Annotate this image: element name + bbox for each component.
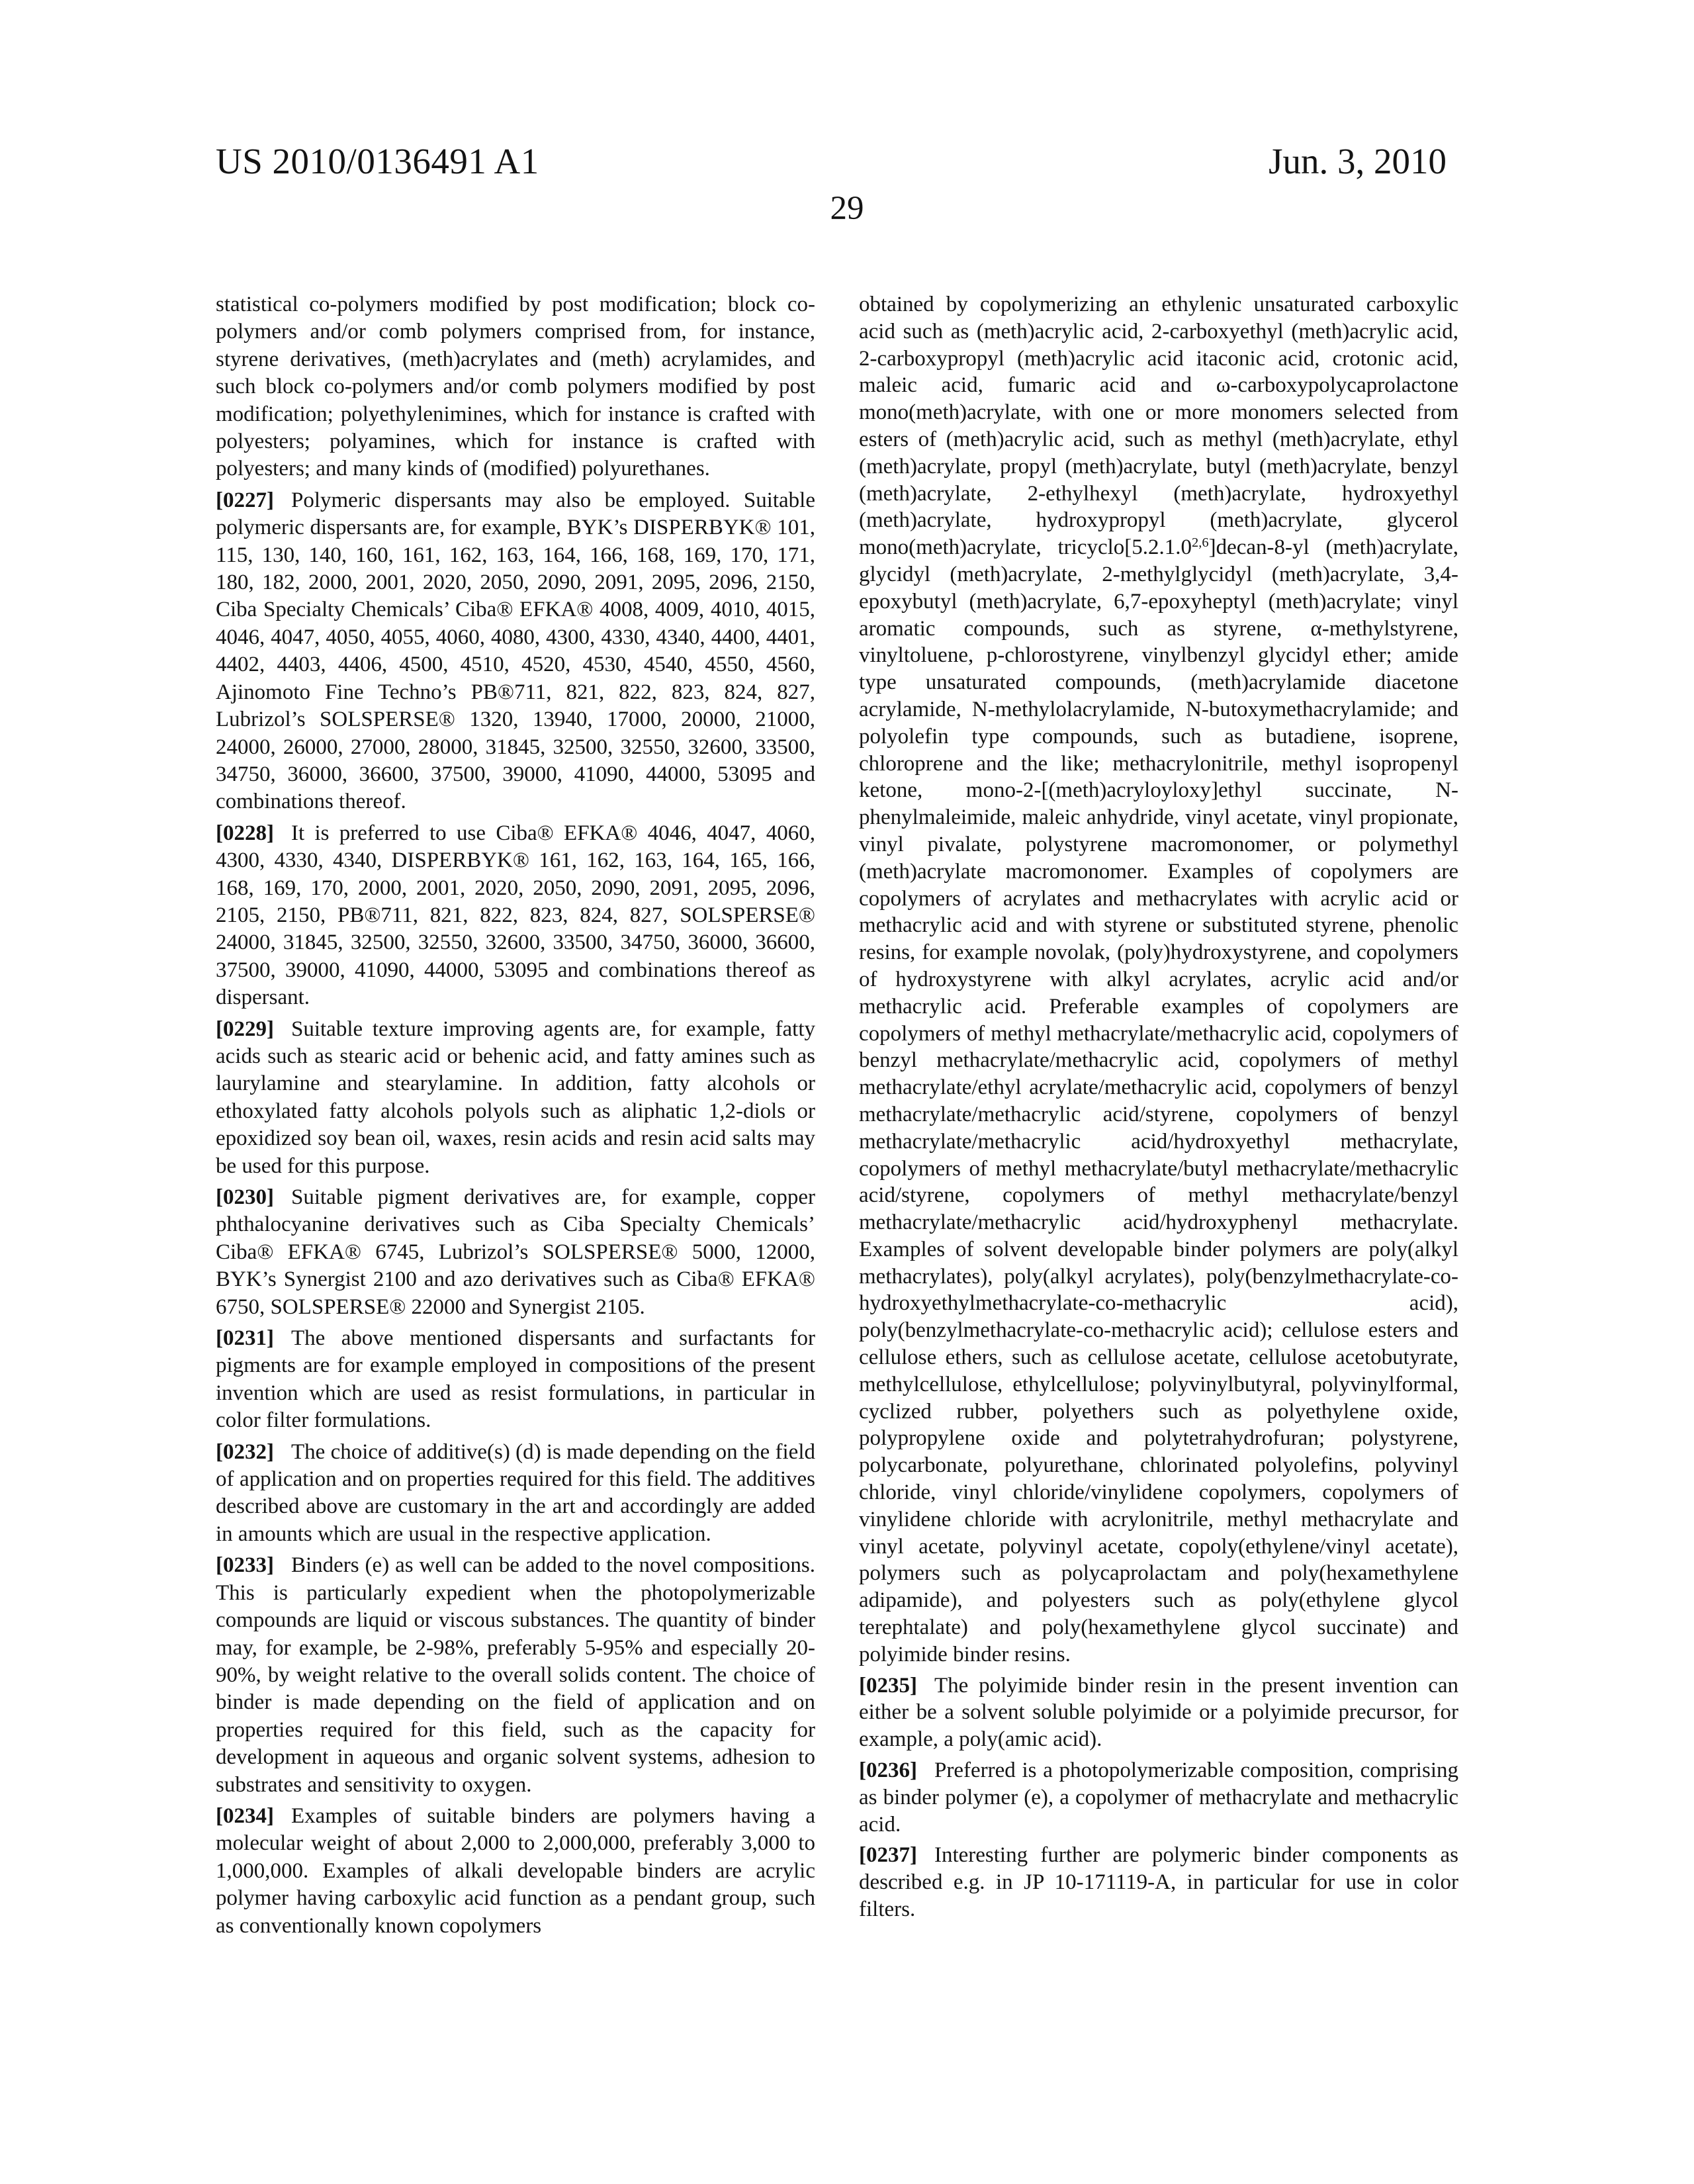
- paragraph-0234: [216, 1803, 815, 1940]
- continuation-text-part2: ]decan-8-yl (meth)acrylate, glycidyl (meth)acrylate, 2-methylglycidyl (meth)acrylate, 3,4-epoxybutyl (meth)acrylate, 6,7-epoxyheptyl (meth)acrylate; vinyl aromatic compounds, such as styrene, α-methylstyrene, vinyltoluene, p-chlorostyrene, vinylbenzyl glycidyl ether; amide type unsaturated compounds, (meth)acrylamide diacetone acrylamide, N-methylolacrylamide, N-butoxymethacrylamide; and polyolefin type compounds, such as butadiene, isoprene, chloroprene and the like; methacrylonitrile, methyl isopropenyl ketone, mono-2-[(meth)acryloyloxy]ethyl succinate, N-phenylmaleimide, maleic anhydride, vinyl acetate, vinyl propionate, vinyl pivalate, polystyrene macromonomer, or polymethyl (meth)acrylate macromonomer. Examples of copolymers are copolymers of acrylates and methacrylates with acrylic acid or methacrylic acid and with styrene or substituted styrene, phenolic resins, for example novolak, (poly)hydroxystyrene, and copolymers of hydroxystyrene with alkyl acrylates, acrylic acid and/or methacrylic acid. Preferable examples of copolymers are copolymers of methyl methacrylate/methacrylic acid, copolymers of benzyl methacrylate/methacrylic acid, copolymers of methyl methacrylate/ethyl acrylate/methacrylic acid, copolymers of benzyl methacrylate/methacrylic acid/styrene, copolymers of benzyl methacrylate/methacrylic acid/hydroxyethyl methacrylate, copolymers of methyl methacrylate/butyl methacrylate/methacrylic acid/styrene, copolymers of methyl methacrylate/benzyl methacrylate/methacrylic acid/hydroxyphenyl methacrylate. Examples of solvent developable binder polymers are poly(alkyl methacrylates), poly(alkyl acrylates), poly(benzylmethacrylate-co-hydroxyethylmethacrylate-co-methacrylic acid), poly(benzylmethacrylate-co-methacrylic acid); cellulose esters and cellulose ethers, such as cellulose acetate, cellulose acetobutyrate, methylcellulose, ethylcellulose; polyvinylbutyral, polyvinylformal, cyclized rubber, polyethers such as polyethylene oxide, polypropylene oxide and polytetrahydrofuran; polystyrene, polycarbonate, polyurethane, chlorinated polyolefins, polyvinyl chloride, vinyl chloride/vinylidene copolymers, copolymers of vinylidene chloride with acrylonitrile, methyl methacrylate and vinyl acetate, polyvinyl acetate, copoly(ethylene/vinyl acetate), polymers such as polycaprolactam and poly(hexamethylene adipamide), and polyesters such as poly(ethylene glycol terephtalate) and poly(hexamethylene glycol succinate) and polyimide binder resins.: [859, 535, 1458, 1666]
- paragraph-text: The polyimide binder resin in the present invention can either be a solvent soluble polyimide or a polyimide precursor, for example, a poly(amic acid).: [859, 1674, 1458, 1752]
- paragraph-text: The above mentioned dispersants and surfactants for pigments are for example employed in compositions of the present invention which are used as resist formulations, in particular in color filter formulations.: [216, 1326, 815, 1432]
- paragraph-0232: [216, 1439, 815, 1549]
- paragraph-text: Examples of suitable binders are polymers having a molecular weight of about 2,000 to 2,000,000, preferably 3,000 to 1,000,000. Examples of alkali developable binders are acrylic polymer having carboxylic acid function as a pendant group, such as conventionally known copolymers: [216, 1804, 815, 1938]
- continuation-paragraph: statistical co-polymers modified by post modification; block co-polymers and/or comb polymers comprised from, for instance, styrene derivatives, (meth)acrylates and (meth) acrylamides, and such block co-polymers and/or comb polymers modified by post modification; polyethylenimines, which for instance is crafted with polyesters; polyamines, which for instance is crafted with polyesters; and many kinds of (modified) polyurethanes.: [216, 291, 815, 483]
- paragraph-number: [0231]: [216, 1326, 274, 1350]
- paragraph-text: Suitable texture improving agents are, for example, fatty acids such as stearic acid or behenic acid, and fatty amines such as laurylamine and stearylamine. In addition, fatty alcohols or ethoxylated fatty alcohols polyols such as aliphatic 1,2-diols or epoxidized soy bean oil, waxes, resin acids and resin acid salts may be used for this purpose.: [216, 1017, 815, 1178]
- paragraph-0231: [216, 1325, 815, 1435]
- left-column: [216, 291, 815, 1944]
- right-column: [859, 291, 1458, 1927]
- paragraph-text: Polymeric dispersants may also be employed. Suitable polymeric dispersants are, for example, BYK’s DISPERBYK® 101, 115, 130, 140, 160, 161, 162, 163, 164, 166, 168, 169, 170, 171, 180, 182, 2000, 2001, 2020, 2050, 2090, 2091, 2095, 2096, 2150, Ciba Specialty Chemicals’ Ciba® EFKA® 4008, 4009, 4010, 4015, 4046, 4047, 4050, 4055, 4060, 4080, 4300, 4330, 4340, 4400, 4401, 4402, 4403, 4406, 4500, 4510, 4520, 4530, 4540, 4550, 4560, Ajinomoto Fine Techno’s PB®711, 821, 822, 823, 824, 827, Lubrizol’s SOLSPERSE® 1320, 13940, 17000, 20000, 21000, 24000, 26000, 27000, 28000, 31845, 32500, 32550, 32600, 33500, 34750, 36000, 36600, 37500, 39000, 41090, 44000, 53095 and combinations thereof.: [216, 488, 815, 813]
- paragraph-number: [0233]: [216, 1553, 274, 1577]
- paragraph-number: [0232]: [216, 1440, 274, 1464]
- paragraph-number: [0237]: [859, 1843, 917, 1867]
- continuation-paragraph: [859, 291, 1458, 1668]
- paragraph-0227: [216, 487, 815, 816]
- paragraph-number: [0230]: [216, 1185, 274, 1209]
- paragraph-text: It is preferred to use Ciba® EFKA® 4046, 4047, 4060, 4300, 4330, 4340, DISPERBYK® 161, 162, 163, 164, 165, 166, 168, 169, 170, 2000, 2001, 2020, 2050, 2090, 2091, 2095, 2096, 2105, 2150, PB®711, 821, 822, 823, 824, 827, SOLSPERSE® 24000, 31845, 32500, 32550, 32600, 33500, 34750, 36000, 36600, 37500, 39000, 41090, 44000, 53095 and combinations thereof as dispersant.: [216, 821, 815, 1009]
- paragraph-text: Preferred is a photopolymerizable composition, comprising as binder polymer (e), a copolymer of methacrylate and methacrylic acid.: [859, 1758, 1458, 1837]
- paragraph-0233: [216, 1552, 815, 1799]
- superscript: 2,6: [1192, 535, 1209, 550]
- paragraph-0228: [216, 820, 815, 1012]
- patent-number: US 2010/0136491 A1: [216, 143, 539, 179]
- paragraph-number: [0235]: [859, 1674, 917, 1698]
- paragraph-text: Binders (e) as well can be added to the novel compositions. This is particularly expedient when the photopolymerizable compounds are liquid or viscous substances. The quantity of binder may, for example, be 2-98%, preferably 5-95% and especially 20-90%, by weight relative to the overall solids content. The choice of binder is made depending on the field of application and on properties required for this field, such as the capacity for development in aqueous and organic solvent systems, adhesion to substrates and sensitivity to oxygen.: [216, 1553, 815, 1796]
- paragraph-0236: [859, 1757, 1458, 1838]
- page-number: 29: [0, 192, 1694, 226]
- paragraph-0235: [859, 1672, 1458, 1753]
- paragraph-number: [0236]: [859, 1758, 917, 1782]
- paragraph-text: The choice of additive(s) (d) is made depending on the field of application and on properties required for this field. The additives described above are customary in the art and accordingly are added in amounts which are usual in the respective application.: [216, 1440, 815, 1546]
- paragraph-number: [0234]: [216, 1804, 274, 1828]
- publication-date: Jun. 3, 2010: [1269, 143, 1447, 179]
- paragraph-text: Suitable pigment derivatives are, for example, copper phthalocyanine derivatives such as Ciba Specialty Chemicals’ Ciba® EFKA® 6745, Lubrizol’s SOLSPERSE® 5000, 12000, BYK’s Synergist 2100 and azo derivatives such as Ciba® EFKA® 6750, SOLSPERSE® 22000 and Synergist 2105.: [216, 1185, 815, 1319]
- continuation-text-part1: obtained by copolymerizing an ethylenic unsaturated carboxylic acid such as (meth)acrylic acid, 2-carboxyethyl (meth)acrylic acid, 2-carboxypropyl (meth)acrylic acid itaconic acid, crotonic acid, maleic acid, fumaric acid and ω-carboxypolycaprolactone mono(meth)acrylate, with one or more monomers selected from esters of (meth)acrylic acid, such as methyl (meth)acrylate, ethyl (meth)acrylate, propyl (meth)acrylate, butyl (meth)acrylate, benzyl (meth)acrylate, 2-ethylhexyl (meth)acrylate, hydroxyethyl (meth)acrylate, hydroxypropyl (meth)acrylate, glycerol mono(meth)acrylate, tricyclo[5.2.1.0: [859, 293, 1458, 559]
- paragraph-0237: [859, 1842, 1458, 1923]
- paragraph-number: [0228]: [216, 821, 274, 845]
- paragraph-number: [0227]: [216, 488, 274, 512]
- paragraph-text: Interesting further are polymeric binder components as described e.g. in JP 10-171119-A, in particular for use in color filters.: [859, 1843, 1458, 1921]
- paragraph-0229: [216, 1016, 815, 1180]
- paragraph-number: [0229]: [216, 1017, 274, 1041]
- paragraph-0230: [216, 1184, 815, 1321]
